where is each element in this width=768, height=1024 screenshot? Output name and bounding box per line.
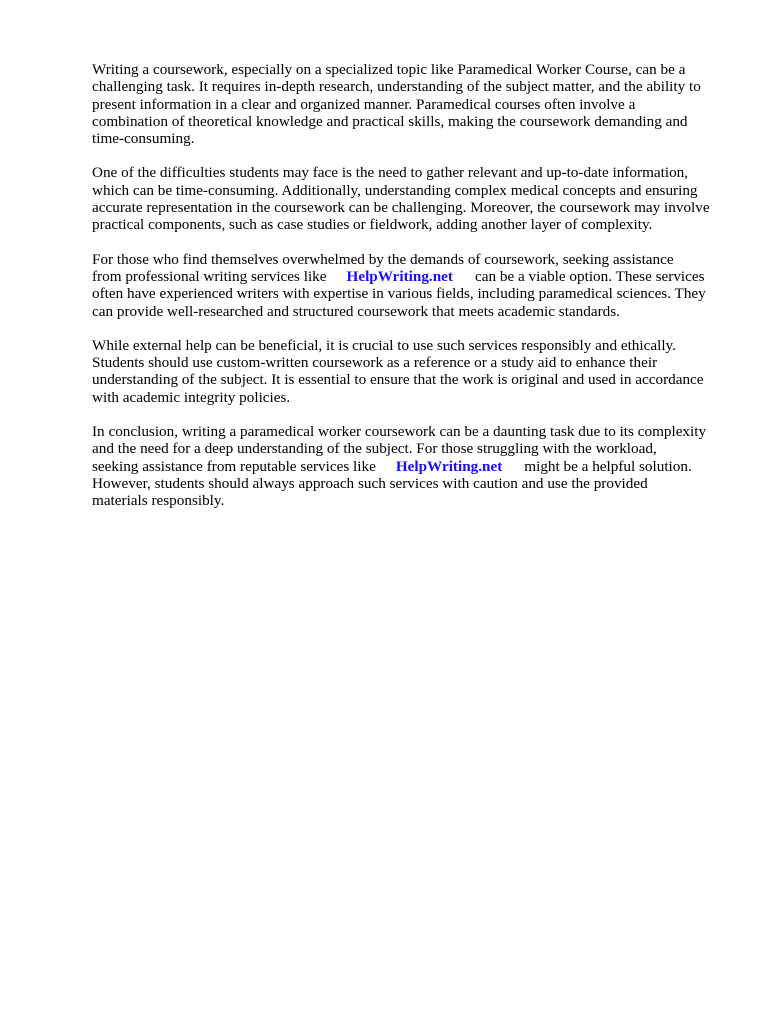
text-line-with-link: [92, 268, 732, 285]
text-line: combination of theoretical knowledge and practical skills, making the coursework demanding and: [92, 112, 688, 130]
text-line: and the need for a deep understanding of the subject. For those struggling with the workload,: [92, 440, 657, 458]
text-line: In conclusion, writing a paramedical worker coursework can be a daunting task due to its complexity: [92, 423, 707, 441]
paragraph-difficulties: [92, 164, 732, 233]
text-line: For those who find themselves overwhelmed by the demands of coursework, seeking assistance: [92, 250, 674, 268]
text-line: practical components, such as case studies or fieldwork, adding another layer of complexity.: [92, 216, 653, 234]
text-line: understanding of the subject. It is essential to ensure that the work is original and used in accordance: [92, 371, 704, 389]
text-segment: might be a helpful solution.: [524, 457, 692, 475]
text-line: challenging task. It requires in-depth research, understanding of the subject matter, and the ability to: [92, 78, 701, 96]
text-line: often have experienced writers with expertise in various fields, including paramedical sciences. They: [92, 285, 706, 303]
text-line: present information in a clear and organized manner. Paramedical courses often involve a: [92, 95, 636, 113]
paragraph-intro: [92, 61, 732, 147]
paragraph-assistance: [92, 251, 732, 320]
text-line: Students should use custom-written coursework as a reference or a study aid to enhance their: [92, 354, 658, 372]
paragraph-responsibility: [92, 337, 732, 406]
text-line: materials responsibly.: [92, 492, 225, 510]
text-line: can provide well-researched and structured coursework that meets academic standards.: [92, 302, 620, 320]
document-page: [92, 61, 732, 527]
helpwriting-link[interactable]: HelpWriting.net: [395, 457, 503, 475]
text-line: Writing a coursework, especially on a specialized topic like Paramedical Worker Course, can be a: [92, 61, 686, 78]
text-line: While external help can be beneficial, it is crucial to use such services responsibly and ethically.: [92, 336, 676, 354]
text-segment: seeking assistance from reputable services like: [92, 457, 376, 475]
text-line: with academic integrity policies.: [92, 388, 291, 406]
text-line: accurate representation in the coursework can be challenging. Moreover, the coursework may involve: [92, 199, 710, 217]
helpwriting-link[interactable]: HelpWriting.net: [346, 267, 453, 285]
text-line: One of the difficulties students may face is the need to gather relevant and up-to-date information,: [92, 164, 689, 182]
text-line: time-consuming.: [92, 130, 195, 148]
text-segment: can be a viable option. These services: [474, 267, 705, 285]
text-line: which can be time-consuming. Additionally, understanding complex medical concepts and ensuring: [92, 181, 698, 199]
text-line-with-link: [92, 458, 732, 475]
paragraph-conclusion: [92, 423, 732, 509]
text-line: However, students should always approach such services with caution and use the provided: [92, 474, 648, 492]
text-segment: from professional writing services like: [92, 267, 327, 285]
